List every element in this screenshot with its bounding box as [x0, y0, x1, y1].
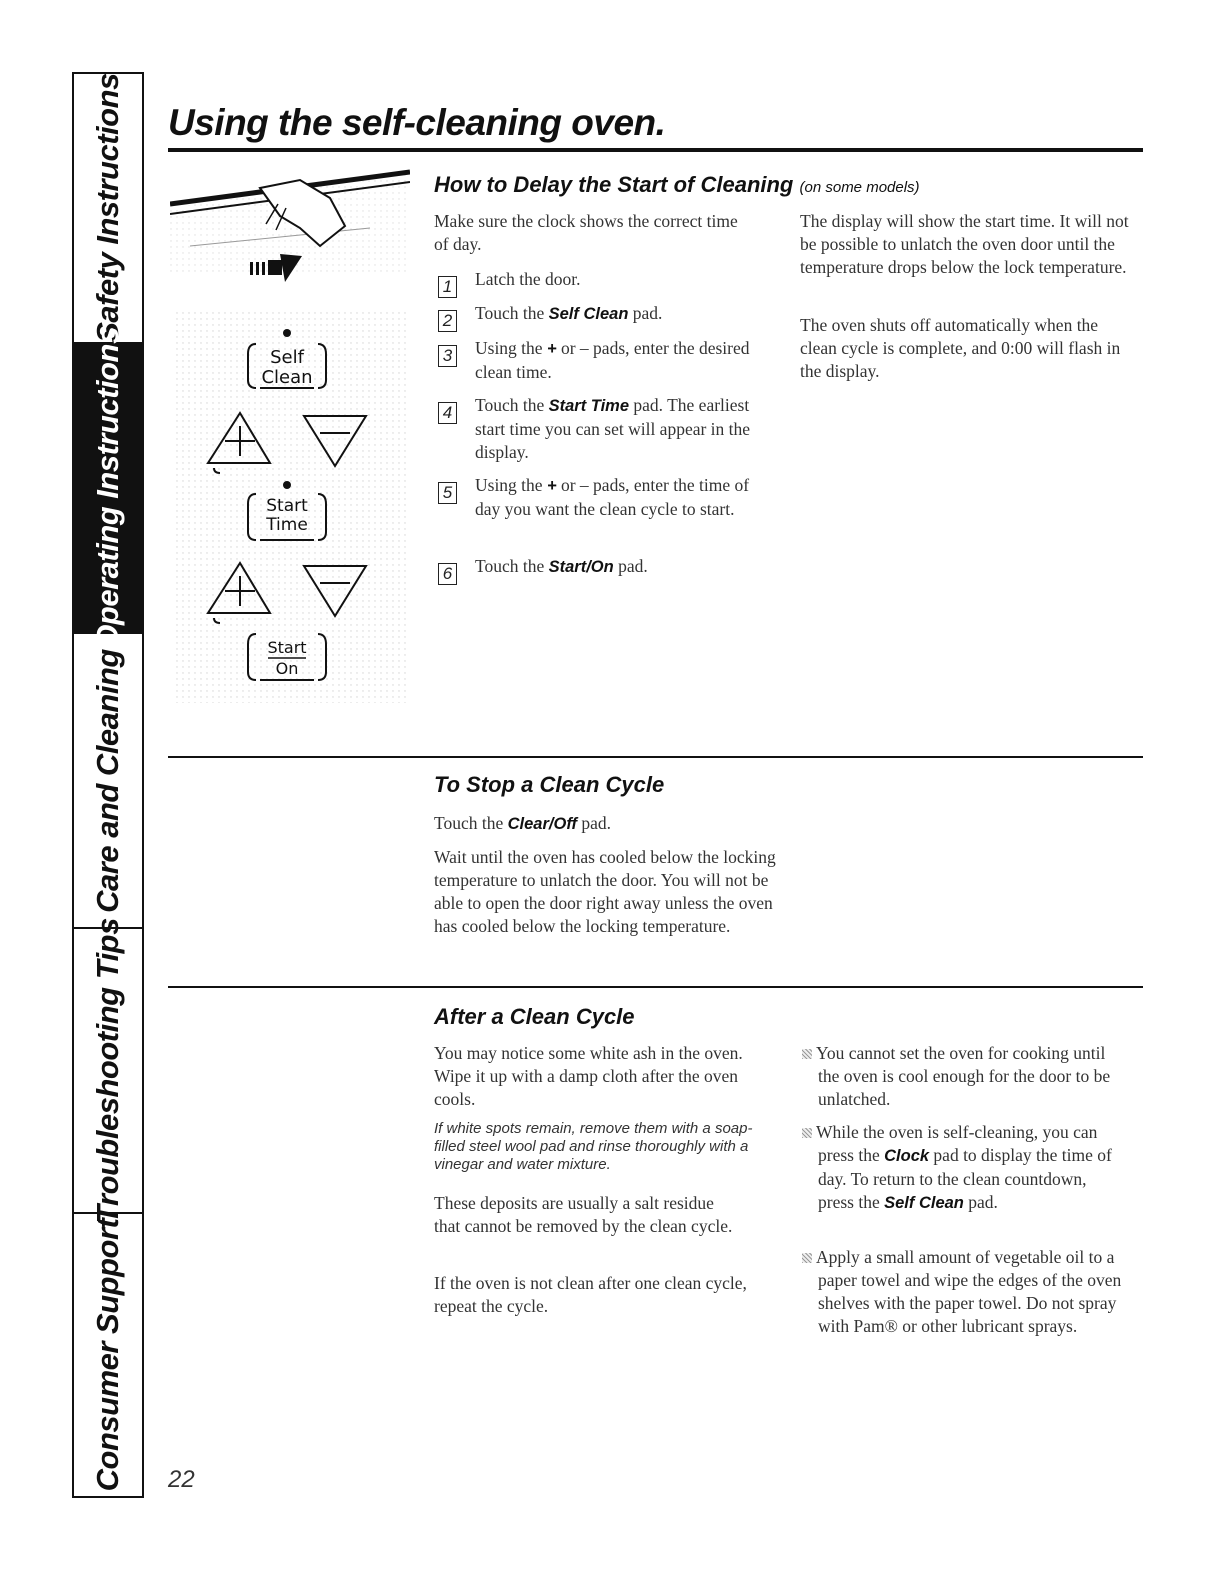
svg-text:Start: Start	[267, 638, 307, 657]
title-rule	[168, 148, 1143, 152]
step-number: 5	[438, 482, 457, 504]
stop-heading: To Stop a Clean Cycle	[434, 772, 665, 797]
step-text: Touch the Self Clean pad.	[475, 303, 663, 323]
tab-troubleshooting-tips[interactable]: Troubleshooting Tips	[74, 929, 142, 1214]
stop-paragraph-2: Wait until the oven has cooled below the locking temperature to unlatch the door. You will not be able to open the door right away unless the oven has cooled below the locking temperature.	[434, 847, 776, 936]
delay-right-paragraph-1: The display will show the start time. It will not be possible to unlatch the oven door until the temperature drops below the lock temperature.	[800, 211, 1129, 277]
tab-consumer-support[interactable]: Consumer Support	[90, 1218, 125, 1492]
section-rule	[168, 756, 1143, 758]
step-text: Using the + or – pads, enter the desired clean time.	[475, 338, 750, 382]
after-bullet-2: While the oven is self-cleaning, you can press the Clock pad to display the time of day. To return to the clean countdown, press the Self Clean pad.	[818, 1121, 1123, 1215]
tab-operating-instructions[interactable]: Operating Instructions	[74, 344, 142, 634]
tab-care-and-cleaning[interactable]: Care and Cleaning	[74, 634, 142, 929]
after-bullet-1: You cannot set the oven for cooking until the oven is cool enough for the door to be unlatched.	[818, 1042, 1123, 1111]
bullet-icon	[802, 1049, 812, 1059]
svg-text:Clean: Clean	[261, 367, 313, 388]
delay-heading-note: (on some models)	[799, 179, 920, 196]
after-paragraph-3: If the oven is not clean after one clean cycle, repeat the cycle.	[434, 1273, 747, 1316]
side-tab-bar	[72, 72, 144, 1498]
after-paragraph-1: You may notice some white ash in the oven. Wipe it up with a damp cloth after the oven cools.	[434, 1043, 743, 1109]
bullet-icon	[802, 1253, 812, 1263]
page-number: 22	[168, 1466, 195, 1493]
tab-safety-instructions[interactable]: Safety Instructions	[74, 74, 142, 344]
svg-text:Time: Time	[266, 515, 308, 535]
svg-text:Start: Start	[266, 496, 308, 516]
step-number: 4	[438, 402, 457, 424]
after-italic-note: If white spots remain, remove them with a soap-filled steel wool pad and rinse thoroughly with a vinegar and water mixture.	[434, 1120, 753, 1173]
oven-control-illustration	[170, 168, 410, 703]
after-heading: After a Clean Cycle	[434, 1004, 635, 1029]
step-number: 3	[438, 345, 457, 367]
step-text: Touch the Start/On pad.	[475, 556, 648, 576]
svg-text:Self: Self	[270, 347, 304, 368]
delay-right-paragraph-2: The oven shuts off automatically when the clean cycle is complete, and 0:00 will flash in the display.	[800, 315, 1121, 381]
step-text: Using the + or – pads, enter the time of day you want the clean cycle to start.	[475, 475, 750, 519]
step-number: 1	[438, 276, 457, 298]
step-number: 2	[438, 310, 457, 332]
after-bullet-3: Apply a small amount of vegetable oil to a paper towel and wipe the edges of the oven shelves with the paper towel. Do not spray with Pam® or other lubricant sprays.	[818, 1246, 1133, 1338]
delay-heading: How to Delay the Start of Cleaning (on some models)	[434, 172, 920, 197]
step-number: 6	[438, 563, 457, 585]
bullet-icon	[802, 1128, 812, 1138]
step-text: Latch the door.	[475, 269, 581, 289]
section-rule-2	[168, 986, 1143, 988]
stop-paragraph-1: Touch the Clear/Off pad.	[434, 813, 612, 833]
delay-intro: Make sure the clock shows the correct time of day.	[434, 211, 738, 254]
after-paragraph-2: These deposits are usually a salt residue that cannot be removed by the clean cycle.	[434, 1193, 733, 1236]
step-text: Touch the Start Time pad. The earliest start time you can set will appear in the display.	[475, 395, 751, 462]
door-latch-illustration	[170, 172, 410, 282]
page-title: Using the self-cleaning oven.	[168, 102, 666, 143]
svg-text:On: On	[275, 659, 299, 678]
